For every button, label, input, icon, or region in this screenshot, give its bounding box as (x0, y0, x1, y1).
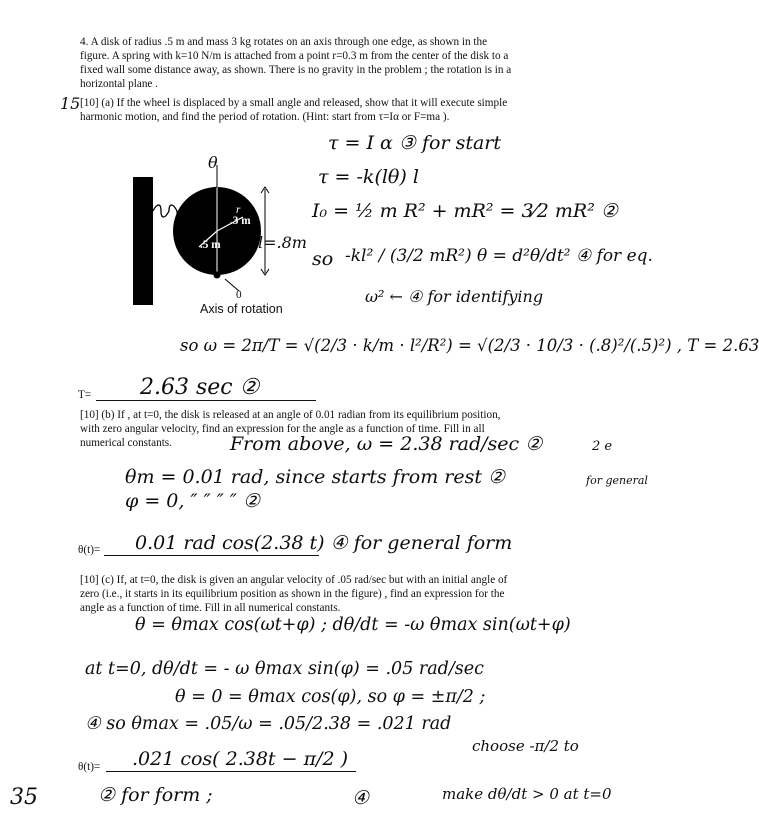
hw-b2-side: for general (586, 474, 648, 487)
b-answer: 0.01 rad cos(2.38 t) ④ for general form (135, 532, 513, 554)
problem-header (80, 35, 620, 91)
c-answer: .021 cos( 2.38t − π/2 ) (132, 748, 348, 770)
part-b-line: with zero angular velocity, find an expression for the angle as a function of time. Fill in all (80, 423, 485, 435)
hw-c4: ④ so θmax = .05/ω = .05/2.38 = .021 rad (85, 714, 452, 734)
theta-label-b: θ(t)= (78, 544, 101, 556)
header-line: 4. A disk of radius .5 m and mass 3 kg rotates on an axis through one edge, as shown in the (80, 36, 488, 48)
hw-b1-side: 2 e (592, 439, 613, 454)
figure-radius-label: .5 m (200, 239, 221, 251)
header-line: fixed wall some distance away, as shown. There is no gravity in the problem ; the rotation is in a (80, 64, 512, 76)
part-a-line: harmonic motion, and find the period of rotation. (Hint: start from τ=Iα or F=ma ). (80, 111, 450, 123)
header-line: figure. A spring with k=10 N/m is attached from a point r=0.3 m from the center of the disk to a (80, 50, 509, 62)
hw-c4-side: choose -π/2 to (472, 737, 579, 755)
hw-b2: θm = 0.01 rad, since starts from rest ② (125, 466, 506, 488)
hw-a4-frac: -kl² / (3/2 mR²) θ = d²θ/dt² ④ for eq. (345, 246, 653, 266)
hw-a4-so: so (312, 248, 334, 270)
b-answer-line (104, 555, 319, 556)
header-line: horizontal plane . (80, 78, 158, 90)
part-c-line: zero (i.e., it starts in its equilibrium position as shown in the figure) , find an expression for the (80, 588, 505, 600)
hw-a1: τ = I α ③ for start (328, 132, 502, 154)
part-c-line: angle as a function of time. Fill in all numerical constants. (80, 602, 341, 614)
hw-c5-mid: ④ (352, 787, 370, 809)
part-b-line: numerical constants. (80, 437, 172, 449)
hw-a3: I₀ = ½ m R² + mR² = 3⁄2 mR² ② (312, 200, 618, 222)
t-answer: 2.63 sec ② (140, 375, 260, 400)
hw-b3: φ = 0, ″ ″ ″ ″ ② (125, 490, 261, 512)
t-label: T= (78, 389, 92, 401)
part-c-line: [10] (c) If, at t=0, the disk is given an angular velocity of .05 rad/sec but with an initial angle of (80, 574, 508, 586)
part-b-line: [10] (b) If , at t=0, the disk is released at an angle of 0.01 radian from its equilibrium position, (80, 409, 501, 421)
figure-axis-label: Axis of rotation (200, 302, 283, 316)
figure-theta-label: θ (208, 153, 218, 172)
figure-l-label: l=.8m (258, 233, 307, 252)
c-answer-line (106, 771, 356, 772)
hw-c5-left: ② for form ; (98, 784, 213, 806)
part-a-line: [10] (a) If the wheel is displaced by a small angle and released, show that it will execute simple (80, 97, 508, 109)
figure-r-label: r (236, 204, 241, 216)
hw-a6: so ω = 2π/T = √(2/3 · k/m · l²/R²) = √(2/3 · 10/3 · (.8)²/(.5)²) , T = 2.63 (180, 336, 759, 355)
total-score: 35 (10, 785, 38, 810)
hw-c2: at t=0, dθ/dt = - ω θmax sin(φ) = .05 rad/sec (85, 659, 484, 679)
hw-c3: θ = 0 = θmax cos(φ), so φ = ±π/2 ; (175, 687, 486, 707)
part-c-prompt (80, 573, 625, 615)
hw-a2: τ = -k(lθ) l (318, 166, 419, 188)
hw-a5: ω² ← ④ for identifying (365, 287, 544, 306)
theta-label-c: θ(t)= (78, 761, 101, 773)
hw-c5-right: make dθ/dt > 0 at t=0 (442, 785, 612, 803)
t-answer-line (96, 400, 316, 401)
hw-c1: θ = θmax cos(ωt+φ) ; dθ/dt = -ω θmax sin(ωt+φ) (135, 615, 571, 635)
figure-axis-mark: 0 (236, 289, 242, 301)
part-a-prompt (80, 96, 625, 124)
figure-dist-label: .3 m (230, 215, 251, 227)
part-a-score: 15 (60, 94, 81, 113)
axis-pin (214, 272, 221, 279)
hw-b1: From above, ω = 2.38 rad/sec ② (230, 433, 543, 455)
fixed-wall (133, 177, 153, 305)
